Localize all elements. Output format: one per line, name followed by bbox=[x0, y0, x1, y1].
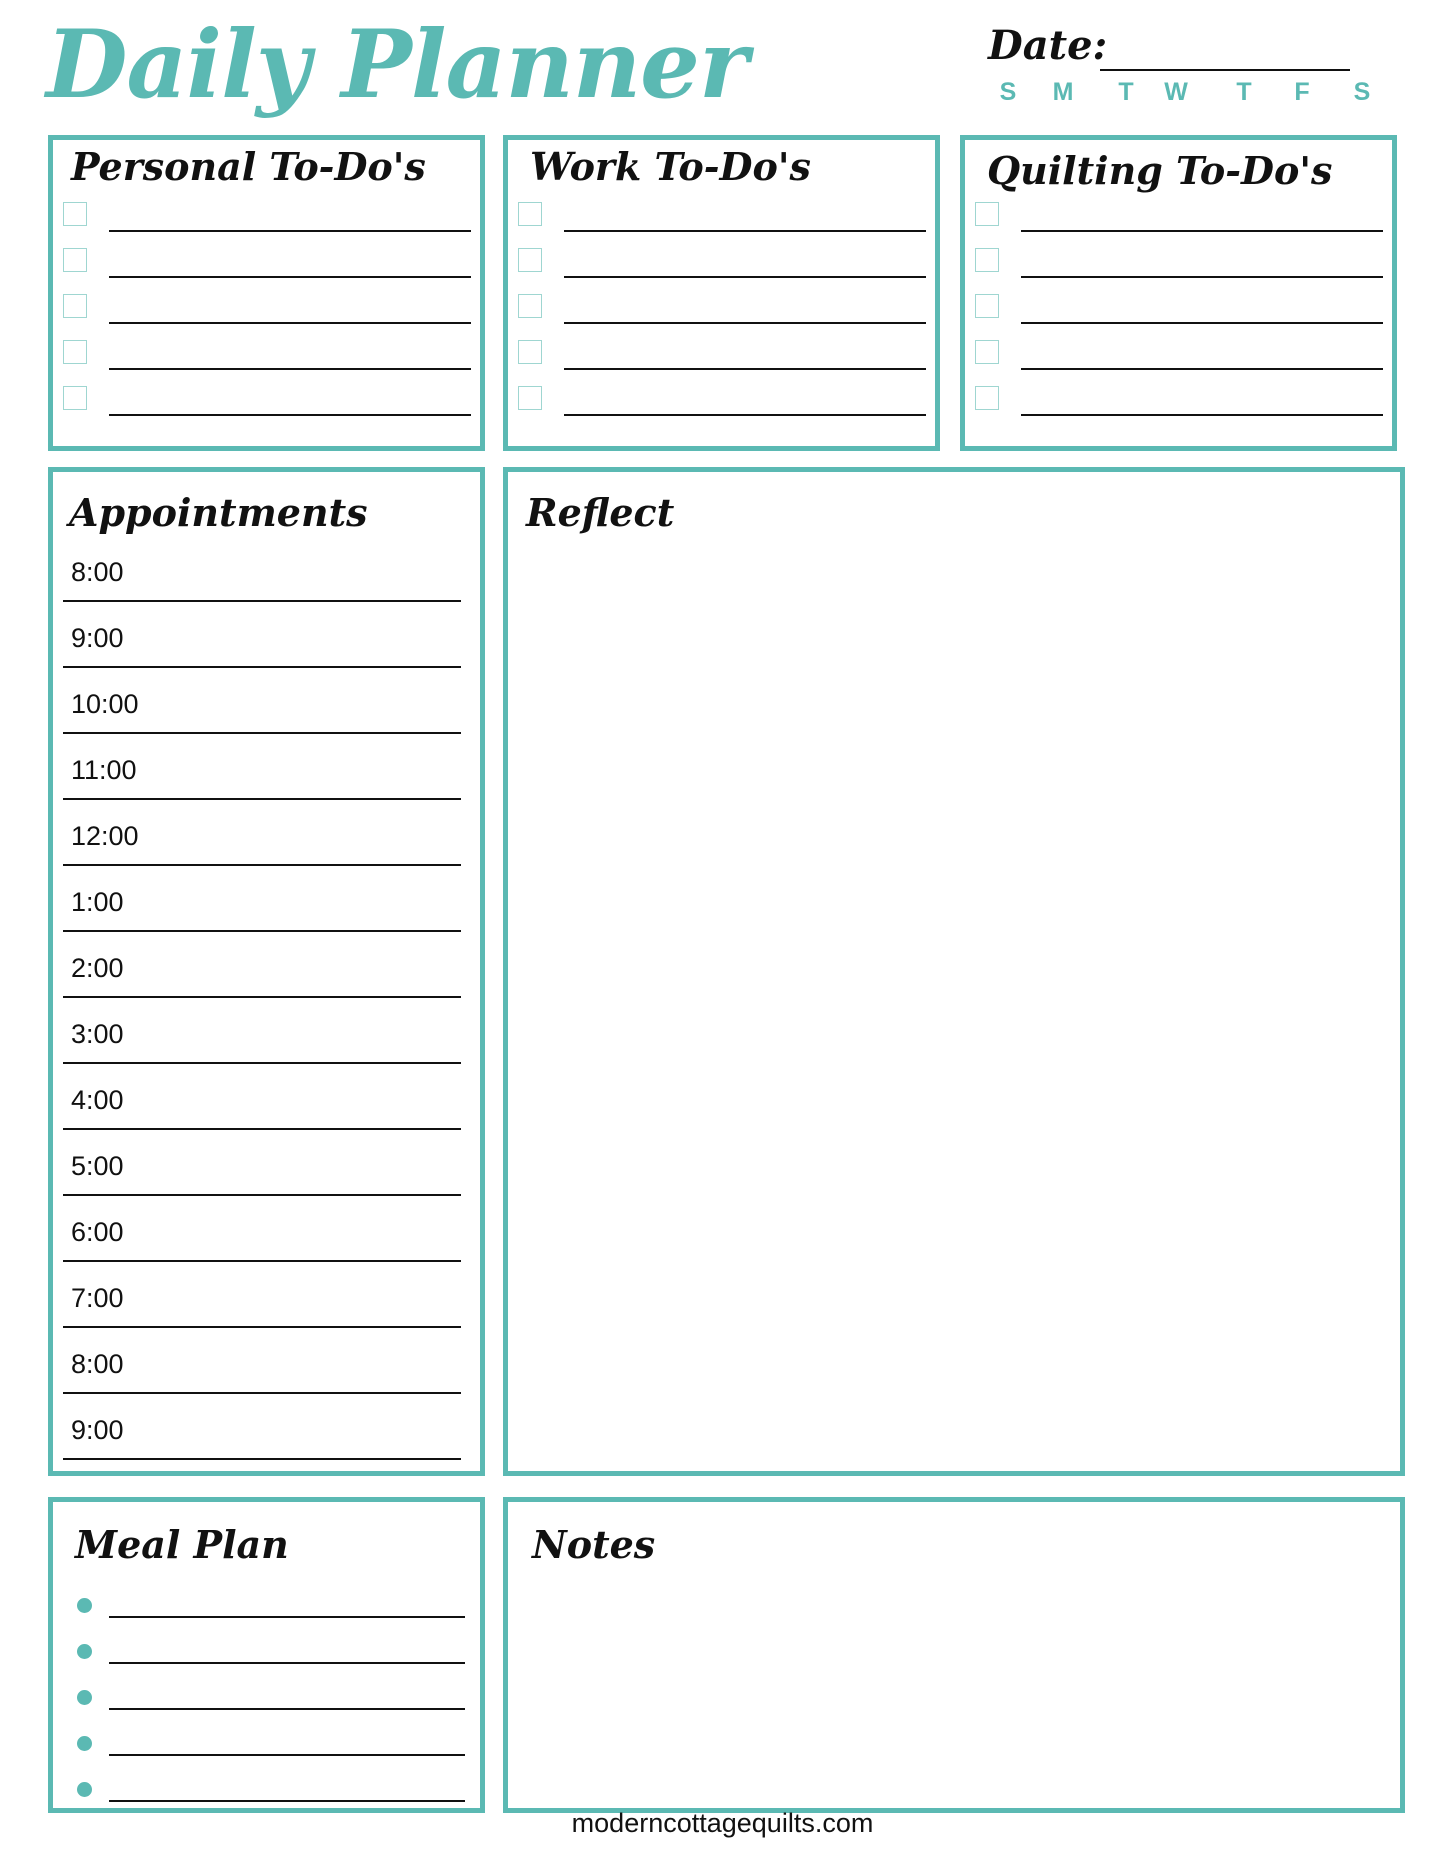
appointment-time: 6:00 bbox=[71, 1217, 124, 1247]
notes-box[interactable] bbox=[503, 1497, 1405, 1813]
checkbox[interactable] bbox=[518, 248, 542, 272]
appointment-slot[interactable] bbox=[63, 689, 461, 755]
appointment-time: 9:00 bbox=[71, 1415, 124, 1445]
appointment-slot[interactable] bbox=[63, 1283, 461, 1349]
todo-line[interactable] bbox=[564, 276, 926, 278]
meal-line[interactable] bbox=[109, 1708, 465, 1710]
meal-line[interactable] bbox=[109, 1800, 465, 1802]
appointment-time: 4:00 bbox=[71, 1085, 124, 1115]
weekday-friday[interactable]: F bbox=[1294, 78, 1310, 106]
checkbox[interactable] bbox=[518, 294, 542, 318]
footer-website: moderncottagequilts.com bbox=[571, 1808, 874, 1838]
personal-todos-title: Personal To-Do's bbox=[71, 144, 426, 189]
weekday-thursday[interactable]: T bbox=[1236, 78, 1252, 106]
quilting-todos-title: Quilting To-Do's bbox=[987, 148, 1333, 193]
personal-todos-box bbox=[48, 135, 485, 451]
checkbox[interactable] bbox=[63, 340, 87, 364]
appointment-line bbox=[63, 864, 461, 866]
todo-line[interactable] bbox=[109, 322, 471, 324]
date-label: Date: bbox=[988, 22, 1108, 69]
appointment-line bbox=[63, 1194, 461, 1196]
meal-plan-title: Meal Plan bbox=[75, 1522, 289, 1567]
bullet-icon bbox=[77, 1782, 92, 1797]
appointment-line bbox=[63, 798, 461, 800]
meal-plan-box bbox=[48, 1497, 485, 1813]
weekday-selector bbox=[988, 78, 1388, 118]
appointments-title: Appointments bbox=[69, 490, 368, 535]
todo-line[interactable] bbox=[1021, 276, 1383, 278]
appointment-slot[interactable] bbox=[63, 953, 461, 1019]
checkbox[interactable] bbox=[975, 202, 999, 226]
bullet-icon bbox=[77, 1690, 92, 1705]
todo-line[interactable] bbox=[1021, 368, 1383, 370]
weekday-sunday[interactable]: S bbox=[999, 78, 1017, 106]
appointment-line bbox=[63, 1392, 461, 1394]
bullet-icon bbox=[77, 1736, 92, 1751]
todo-line[interactable] bbox=[1021, 230, 1383, 232]
appointment-slot[interactable] bbox=[63, 557, 461, 623]
meal-line[interactable] bbox=[109, 1616, 465, 1618]
checkbox[interactable] bbox=[518, 202, 542, 226]
checkbox[interactable] bbox=[975, 340, 999, 364]
appointment-line bbox=[63, 930, 461, 932]
checkbox[interactable] bbox=[63, 386, 87, 410]
planner-title: Daily Planner bbox=[46, 10, 748, 120]
appointment-line bbox=[63, 1458, 461, 1460]
reflect-title: Reflect bbox=[526, 490, 675, 535]
appointment-time: 8:00 bbox=[71, 1349, 124, 1379]
weekday-tuesday[interactable]: T bbox=[1118, 78, 1134, 106]
weekday-saturday[interactable]: S bbox=[1353, 78, 1371, 106]
appointment-time: 11:00 bbox=[71, 755, 137, 785]
appointment-time: 8:00 bbox=[71, 557, 124, 587]
checkbox[interactable] bbox=[975, 386, 999, 410]
notes-title: Notes bbox=[532, 1522, 656, 1567]
weekday-wednesday[interactable]: W bbox=[1164, 78, 1188, 106]
date-field-line[interactable] bbox=[1100, 69, 1350, 71]
todo-line[interactable] bbox=[564, 368, 926, 370]
appointment-line bbox=[63, 600, 461, 602]
work-todos-title: Work To-Do's bbox=[530, 144, 811, 189]
appointment-slot[interactable] bbox=[63, 1415, 461, 1481]
work-todos-box bbox=[503, 135, 940, 451]
bullet-icon bbox=[77, 1644, 92, 1659]
appointment-slot[interactable] bbox=[63, 1349, 461, 1415]
checkbox[interactable] bbox=[63, 294, 87, 318]
appointment-time: 3:00 bbox=[71, 1019, 124, 1049]
appointment-line bbox=[63, 1260, 461, 1262]
todo-line[interactable] bbox=[109, 230, 471, 232]
todo-line[interactable] bbox=[109, 276, 471, 278]
meal-line[interactable] bbox=[109, 1754, 465, 1756]
appointment-line bbox=[63, 732, 461, 734]
appointment-line bbox=[63, 1128, 461, 1130]
weekday-monday[interactable]: M bbox=[1052, 78, 1074, 106]
appointment-time: 2:00 bbox=[71, 953, 124, 983]
appointment-line bbox=[63, 996, 461, 998]
appointment-slot[interactable] bbox=[63, 755, 461, 821]
appointment-time: 9:00 bbox=[71, 623, 124, 653]
checkbox[interactable] bbox=[518, 386, 542, 410]
appointment-slot[interactable] bbox=[63, 1019, 461, 1085]
todo-line[interactable] bbox=[109, 368, 471, 370]
quilting-todos-box bbox=[960, 135, 1397, 451]
meal-line[interactable] bbox=[109, 1662, 465, 1664]
reflect-box[interactable] bbox=[503, 467, 1405, 1476]
appointment-slot[interactable] bbox=[63, 623, 461, 689]
todo-line[interactable] bbox=[564, 322, 926, 324]
appointment-time: 10:00 bbox=[71, 689, 139, 719]
checkbox[interactable] bbox=[975, 294, 999, 318]
checkbox[interactable] bbox=[975, 248, 999, 272]
appointment-slot[interactable] bbox=[63, 821, 461, 887]
appointment-time: 5:00 bbox=[71, 1151, 124, 1181]
checkbox[interactable] bbox=[518, 340, 542, 364]
appointment-slot[interactable] bbox=[63, 1217, 461, 1283]
appointment-time: 12:00 bbox=[71, 821, 139, 851]
appointment-time: 1:00 bbox=[71, 887, 124, 917]
appointment-slot[interactable] bbox=[63, 887, 461, 953]
appointment-line bbox=[63, 666, 461, 668]
todo-line[interactable] bbox=[1021, 322, 1383, 324]
todo-line[interactable] bbox=[109, 414, 471, 416]
appointment-slot[interactable] bbox=[63, 1085, 461, 1151]
todo-line[interactable] bbox=[564, 414, 926, 416]
checkbox[interactable] bbox=[63, 202, 87, 226]
appointment-line bbox=[63, 1062, 461, 1064]
appointment-time: 7:00 bbox=[71, 1283, 124, 1313]
bullet-icon bbox=[77, 1598, 92, 1613]
appointments-box bbox=[48, 467, 485, 1476]
checkbox[interactable] bbox=[63, 248, 87, 272]
todo-line[interactable] bbox=[564, 230, 926, 232]
appointment-line bbox=[63, 1326, 461, 1328]
appointment-slot[interactable] bbox=[63, 1151, 461, 1217]
todo-line[interactable] bbox=[1021, 414, 1383, 416]
